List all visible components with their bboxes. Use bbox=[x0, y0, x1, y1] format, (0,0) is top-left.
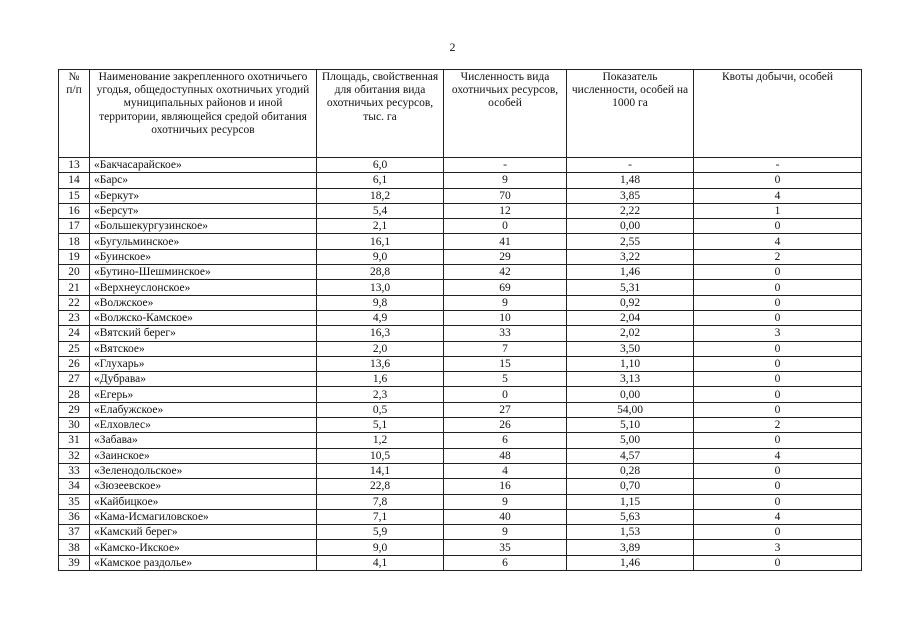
row-density: 5,63 bbox=[567, 509, 694, 524]
row-number: 37 bbox=[59, 525, 90, 540]
row-number: 29 bbox=[59, 402, 90, 417]
header-row bbox=[59, 70, 862, 158]
table-row bbox=[59, 525, 862, 540]
row-quota: 0 bbox=[694, 295, 862, 310]
row-area: 22,8 bbox=[317, 479, 444, 494]
row-number: 14 bbox=[59, 173, 90, 188]
row-name: «Бугульминское» bbox=[90, 234, 317, 249]
row-area: 2,1 bbox=[317, 219, 444, 234]
row-density: 2,55 bbox=[567, 234, 694, 249]
table-row bbox=[59, 203, 862, 218]
row-quota: 0 bbox=[694, 310, 862, 325]
row-area: 6,0 bbox=[317, 158, 444, 173]
table-row bbox=[59, 280, 862, 295]
row-count: 9 bbox=[444, 494, 567, 509]
row-density: 2,22 bbox=[567, 203, 694, 218]
row-area: 13,6 bbox=[317, 356, 444, 371]
table-row bbox=[59, 173, 862, 188]
row-number: 24 bbox=[59, 326, 90, 341]
row-density: 1,10 bbox=[567, 356, 694, 371]
row-quota: 0 bbox=[694, 280, 862, 295]
row-density: 3,89 bbox=[567, 540, 694, 555]
table-row bbox=[59, 463, 862, 478]
page-number: 2 bbox=[449, 40, 456, 54]
row-number: 39 bbox=[59, 555, 90, 570]
row-area: 5,1 bbox=[317, 418, 444, 433]
row-density: 0,70 bbox=[567, 479, 694, 494]
row-number: 15 bbox=[59, 188, 90, 203]
row-density: 2,02 bbox=[567, 326, 694, 341]
row-quota: 4 bbox=[694, 234, 862, 249]
row-area: 4,1 bbox=[317, 555, 444, 570]
row-count: 0 bbox=[444, 219, 567, 234]
row-count: 9 bbox=[444, 525, 567, 540]
table-row bbox=[59, 356, 862, 371]
row-number: 22 bbox=[59, 295, 90, 310]
row-count: 40 bbox=[444, 509, 567, 524]
row-area: 16,3 bbox=[317, 326, 444, 341]
table-row bbox=[59, 372, 862, 387]
row-quota: 0 bbox=[694, 494, 862, 509]
row-area: 13,0 bbox=[317, 280, 444, 295]
table-row bbox=[59, 448, 862, 463]
row-quota: 0 bbox=[694, 463, 862, 478]
row-quota: 2 bbox=[694, 418, 862, 433]
row-quota: 0 bbox=[694, 433, 862, 448]
row-density: 5,00 bbox=[567, 433, 694, 448]
row-quota: 0 bbox=[694, 479, 862, 494]
row-count: - bbox=[444, 158, 567, 173]
row-quota: 2 bbox=[694, 249, 862, 264]
row-density: 5,10 bbox=[567, 418, 694, 433]
row-number: 33 bbox=[59, 463, 90, 478]
header-num: № п/п bbox=[59, 70, 90, 158]
row-area: 5,9 bbox=[317, 525, 444, 540]
row-area: 5,4 bbox=[317, 203, 444, 218]
row-count: 15 bbox=[444, 356, 567, 371]
row-number: 35 bbox=[59, 494, 90, 509]
header-count: Численность вида охотничьих ресурсов, особей bbox=[444, 70, 567, 158]
row-number: 16 bbox=[59, 203, 90, 218]
row-quota: 0 bbox=[694, 525, 862, 540]
table-row bbox=[59, 249, 862, 264]
table-row bbox=[59, 433, 862, 448]
row-area: 16,1 bbox=[317, 234, 444, 249]
row-name: «Зюзеевское» bbox=[90, 479, 317, 494]
row-area: 6,1 bbox=[317, 173, 444, 188]
row-density: 0,00 bbox=[567, 387, 694, 402]
row-name: «Большекургузинское» bbox=[90, 219, 317, 234]
row-name: «Елховлес» bbox=[90, 418, 317, 433]
row-density: 2,04 bbox=[567, 310, 694, 325]
row-area: 9,8 bbox=[317, 295, 444, 310]
row-name: «Егерь» bbox=[90, 387, 317, 402]
row-number: 19 bbox=[59, 249, 90, 264]
row-quota: 4 bbox=[694, 448, 862, 463]
table-row bbox=[59, 326, 862, 341]
row-count: 7 bbox=[444, 341, 567, 356]
row-number: 27 bbox=[59, 372, 90, 387]
row-density: 3,22 bbox=[567, 249, 694, 264]
row-number: 26 bbox=[59, 356, 90, 371]
row-density: 54,00 bbox=[567, 402, 694, 417]
header-density: Показатель численности, особей на 1000 га bbox=[567, 70, 694, 158]
row-area: 1,6 bbox=[317, 372, 444, 387]
table-row bbox=[59, 219, 862, 234]
row-name: «Глухарь» bbox=[90, 356, 317, 371]
row-area: 7,1 bbox=[317, 509, 444, 524]
row-name: «Камский берег» bbox=[90, 525, 317, 540]
row-quota: 4 bbox=[694, 509, 862, 524]
row-number: 13 bbox=[59, 158, 90, 173]
row-count: 9 bbox=[444, 295, 567, 310]
table-row bbox=[59, 158, 862, 173]
row-density: 1,53 bbox=[567, 525, 694, 540]
row-quota: 3 bbox=[694, 326, 862, 341]
row-quota: 0 bbox=[694, 265, 862, 280]
row-area: 18,2 bbox=[317, 188, 444, 203]
row-name: «Заинское» bbox=[90, 448, 317, 463]
row-quota: 0 bbox=[694, 402, 862, 417]
row-name: «Буинское» bbox=[90, 249, 317, 264]
row-count: 5 bbox=[444, 372, 567, 387]
table-row bbox=[59, 479, 862, 494]
row-quota: 0 bbox=[694, 219, 862, 234]
row-number: 36 bbox=[59, 509, 90, 524]
row-density: 0,28 bbox=[567, 463, 694, 478]
table-row bbox=[59, 387, 862, 402]
row-name: «Дубрава» bbox=[90, 372, 317, 387]
row-count: 33 bbox=[444, 326, 567, 341]
row-name: «Бакчасарайское» bbox=[90, 158, 317, 173]
header-name: Наименование закрепленного охотничьего угодья, общедоступных охотничьих угодий муниципальных районов и иной территории, являющейся средой обитания охотничьих ресурсов bbox=[90, 70, 317, 158]
quota-table bbox=[58, 69, 862, 571]
row-density: 1,46 bbox=[567, 265, 694, 280]
row-area: 10,5 bbox=[317, 448, 444, 463]
row-number: 32 bbox=[59, 448, 90, 463]
row-area: 28,8 bbox=[317, 265, 444, 280]
row-quota: 0 bbox=[694, 356, 862, 371]
row-area: 7,8 bbox=[317, 494, 444, 509]
row-number: 23 bbox=[59, 310, 90, 325]
row-count: 6 bbox=[444, 555, 567, 570]
row-name: «Зеленодольское» bbox=[90, 463, 317, 478]
row-number: 18 bbox=[59, 234, 90, 249]
row-area: 0,5 bbox=[317, 402, 444, 417]
row-name: «Волжское» bbox=[90, 295, 317, 310]
table-row bbox=[59, 295, 862, 310]
row-count: 29 bbox=[444, 249, 567, 264]
row-area: 14,1 bbox=[317, 463, 444, 478]
row-area: 2,3 bbox=[317, 387, 444, 402]
row-quota: 3 bbox=[694, 540, 862, 555]
row-density: - bbox=[567, 158, 694, 173]
row-name: «Вятский берег» bbox=[90, 326, 317, 341]
row-density: 4,57 bbox=[567, 448, 694, 463]
row-quota: - bbox=[694, 158, 862, 173]
header-area: Площадь, свойственная для обитания вида охотничьих ресурсов, тыс. га bbox=[317, 70, 444, 158]
row-count: 10 bbox=[444, 310, 567, 325]
table-row bbox=[59, 341, 862, 356]
table-row bbox=[59, 188, 862, 203]
row-density: 0,00 bbox=[567, 219, 694, 234]
row-number: 21 bbox=[59, 280, 90, 295]
row-area: 9,0 bbox=[317, 249, 444, 264]
row-name: «Елабужское» bbox=[90, 402, 317, 417]
row-number: 34 bbox=[59, 479, 90, 494]
table-row bbox=[59, 509, 862, 524]
table-row bbox=[59, 234, 862, 249]
row-density: 3,13 bbox=[567, 372, 694, 387]
row-count: 35 bbox=[444, 540, 567, 555]
row-area: 9,0 bbox=[317, 540, 444, 555]
row-number: 25 bbox=[59, 341, 90, 356]
row-density: 1,15 bbox=[567, 494, 694, 509]
row-count: 16 bbox=[444, 479, 567, 494]
row-name: «Барс» bbox=[90, 173, 317, 188]
row-name: «Камско-Икское» bbox=[90, 540, 317, 555]
row-number: 30 bbox=[59, 418, 90, 433]
row-count: 48 bbox=[444, 448, 567, 463]
table-row bbox=[59, 310, 862, 325]
row-name: «Берсут» bbox=[90, 203, 317, 218]
table-row bbox=[59, 555, 862, 570]
row-area: 2,0 bbox=[317, 341, 444, 356]
row-count: 27 bbox=[444, 402, 567, 417]
table-row bbox=[59, 494, 862, 509]
table-row bbox=[59, 402, 862, 417]
row-count: 42 bbox=[444, 265, 567, 280]
row-density: 1,48 bbox=[567, 173, 694, 188]
row-quota: 4 bbox=[694, 188, 862, 203]
row-quota: 0 bbox=[694, 372, 862, 387]
row-density: 0,92 bbox=[567, 295, 694, 310]
row-name: «Вятское» bbox=[90, 341, 317, 356]
table-row bbox=[59, 418, 862, 433]
row-name: «Камское раздолье» bbox=[90, 555, 317, 570]
table-row bbox=[59, 540, 862, 555]
row-name: «Беркут» bbox=[90, 188, 317, 203]
row-density: 3,50 bbox=[567, 341, 694, 356]
row-count: 9 bbox=[444, 173, 567, 188]
row-density: 3,85 bbox=[567, 188, 694, 203]
row-count: 4 bbox=[444, 463, 567, 478]
row-quota: 0 bbox=[694, 341, 862, 356]
row-name: «Волжско-Камское» bbox=[90, 310, 317, 325]
row-count: 41 bbox=[444, 234, 567, 249]
row-name: «Кайбицкое» bbox=[90, 494, 317, 509]
row-quota: 0 bbox=[694, 387, 862, 402]
row-number: 20 bbox=[59, 265, 90, 280]
row-count: 26 bbox=[444, 418, 567, 433]
row-count: 70 bbox=[444, 188, 567, 203]
row-name: «Забава» bbox=[90, 433, 317, 448]
header-quota: Квоты добычи, особей bbox=[694, 70, 862, 158]
row-density: 5,31 bbox=[567, 280, 694, 295]
row-count: 6 bbox=[444, 433, 567, 448]
row-number: 28 bbox=[59, 387, 90, 402]
row-number: 31 bbox=[59, 433, 90, 448]
row-area: 1,2 bbox=[317, 433, 444, 448]
row-quota: 0 bbox=[694, 555, 862, 570]
row-name: «Кама-Исмагиловское» bbox=[90, 509, 317, 524]
row-name: «Бутино-Шешминское» bbox=[90, 265, 317, 280]
row-area: 4,9 bbox=[317, 310, 444, 325]
row-quota: 1 bbox=[694, 203, 862, 218]
row-name: «Верхнеуслонское» bbox=[90, 280, 317, 295]
row-quota: 0 bbox=[694, 173, 862, 188]
table-row bbox=[59, 265, 862, 280]
row-number: 38 bbox=[59, 540, 90, 555]
row-density: 1,46 bbox=[567, 555, 694, 570]
row-count: 12 bbox=[444, 203, 567, 218]
row-count: 0 bbox=[444, 387, 567, 402]
row-number: 17 bbox=[59, 219, 90, 234]
row-count: 69 bbox=[444, 280, 567, 295]
